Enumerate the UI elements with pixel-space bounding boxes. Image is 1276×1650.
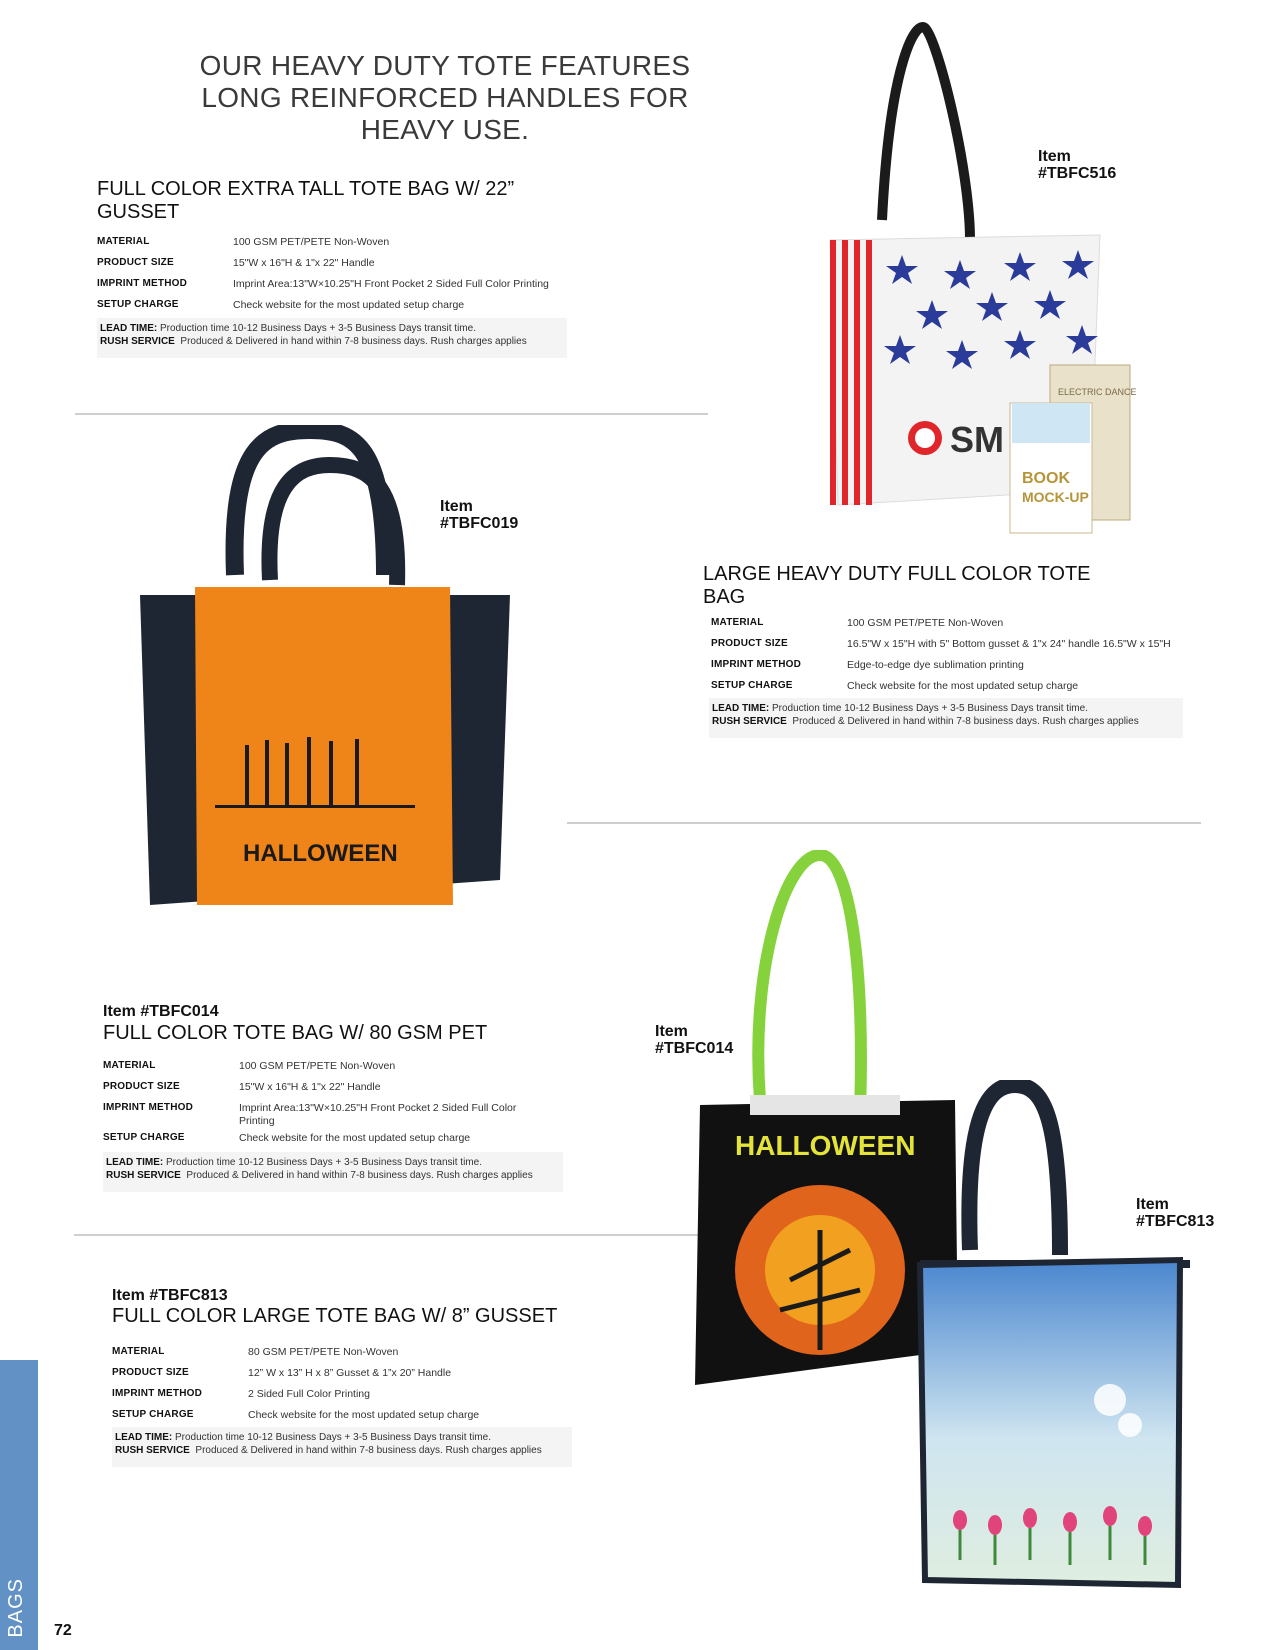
- spec-block-tbfc019: [711, 617, 1171, 698]
- item-label-tbfc014: [655, 1023, 733, 1057]
- lead-time-label: LEAD TIME:: [712, 703, 770, 714]
- tote-logo-text: SM: [950, 419, 1004, 460]
- spec-value-setup: Check website for the most updated setup charge: [847, 680, 1079, 692]
- item-label-tbfc516: [1038, 148, 1116, 182]
- spec-label-size: PRODUCT SIZE: [97, 257, 174, 268]
- lead-time-label: LEAD TIME:: [106, 1157, 164, 1168]
- spec-label-material: MATERIAL: [97, 236, 150, 247]
- spec-value-size: 15"W x 16"H & 1"x 22" Handle: [239, 1081, 381, 1093]
- item-label-tbfc019: [440, 498, 518, 532]
- section-tab-bags: [0, 1360, 38, 1650]
- book-title-2a: BOOK: [1022, 470, 1070, 487]
- rush-service-label: RUSH SERVICE: [106, 1170, 181, 1181]
- spec-value-imprint: Imprint Area:13"W×10.25"H Front Pocket 2 Sided Full Color Printing: [239, 1102, 517, 1127]
- spec-value-setup: Check website for the most updated setup charge: [233, 299, 465, 311]
- spec-label-material: MATERIAL: [103, 1060, 156, 1071]
- tote-image-tbfc516: [820, 20, 1180, 550]
- spec-value-imprint: Edge-to-edge dye sublimation printing: [847, 659, 1024, 671]
- spec-value-size: 12” W x 13” H x 8” Gusset & 1”x 20” Handle: [248, 1367, 452, 1379]
- spec-value-imprint: Imprint Area:13"W×10.25"H Front Pocket 2 Sided Full Color Printing: [233, 278, 549, 290]
- section-divider: [74, 1234, 714, 1236]
- item-label-line2: #TBFC014: [655, 1040, 734, 1057]
- spec-value-material: 100 GSM PET/PETE Non-Woven: [847, 617, 1004, 629]
- spec-value-size: 16.5"W x 15"H with 5" Bottom gusset & 1"x 24" handle 16.5"W x 15"H: [847, 638, 1171, 650]
- spec-label-material: MATERIAL: [112, 1346, 165, 1357]
- book-title-1: ELECTRIC DANCE: [1058, 387, 1137, 397]
- spec-value-imprint: 2 Sided Full Color Printing: [248, 1388, 370, 1400]
- product-title-tbfc813: FULL COLOR LARGE TOTE BAG W/ 8” GUSSET: [112, 1305, 558, 1327]
- spec-label-size: PRODUCT SIZE: [711, 638, 788, 649]
- spec-label-setup: SETUP CHARGE: [711, 680, 793, 691]
- spec-block-tbfc813: [112, 1346, 479, 1427]
- page-number: 72: [54, 1622, 72, 1639]
- item-label-tbfc813: [1136, 1196, 1214, 1230]
- item-label-line2: #TBFC813: [1136, 1213, 1215, 1230]
- item-label-line2: #TBFC019: [440, 515, 519, 532]
- spec-label-size: PRODUCT SIZE: [112, 1367, 189, 1378]
- spec-value-material: 100 GSM PET/PETE Non-Woven: [239, 1060, 396, 1072]
- lead-time-box-tbfc014: [103, 1152, 563, 1192]
- lead-time-box-tbfc813: [112, 1427, 572, 1467]
- spec-value-material: 80 GSM PET/PETE Non-Woven: [248, 1346, 399, 1358]
- spec-label-size: PRODUCT SIZE: [103, 1081, 180, 1092]
- section-divider: [567, 822, 1201, 824]
- spec-label-setup: SETUP CHARGE: [112, 1409, 194, 1420]
- section-tab-label: BAGS: [5, 1578, 27, 1638]
- book-title-2b: MOCK-UP: [1022, 489, 1089, 505]
- spec-label-material: MATERIAL: [711, 617, 764, 628]
- spec-label-imprint: IMPRINT METHOD: [97, 278, 188, 289]
- spec-label-setup: SETUP CHARGE: [97, 299, 179, 310]
- lead-time-label: LEAD TIME:: [115, 1432, 173, 1443]
- item-number-tbfc014: Item #TBFC014: [103, 1003, 219, 1020]
- spec-label-setup: SETUP CHARGE: [103, 1132, 185, 1143]
- lead-time-value: Production time 10-12 Business Days + 3-5 Business Days transit time.: [175, 1432, 491, 1443]
- rush-service-label: RUSH SERVICE: [712, 716, 787, 727]
- rush-service-label: RUSH SERVICE: [100, 336, 175, 347]
- spec-block-tbfc014: [103, 1060, 529, 1150]
- item-label-line1: Item: [440, 498, 473, 515]
- spec-value-setup: Check website for the most updated setup charge: [239, 1132, 471, 1144]
- lead-time-label: LEAD TIME:: [100, 323, 158, 334]
- rush-service-value: Produced & Delivered in hand within 7-8 business days. Rush charges applies: [186, 1170, 533, 1181]
- item-number-tbfc813: Item #TBFC813: [112, 1287, 228, 1304]
- section-divider: [75, 413, 708, 415]
- lead-time-value: Production time 10-12 Business Days + 3-5 Business Days transit time.: [160, 323, 476, 334]
- spec-value-material: 100 GSM PET/PETE Non-Woven: [233, 236, 390, 248]
- lead-time-value: Production time 10-12 Business Days + 3-5 Business Days transit time.: [166, 1157, 482, 1168]
- product-title-tbfc014: FULL COLOR TOTE BAG W/ 80 GSM PET: [103, 1022, 488, 1044]
- lead-time-box-tbfc019: [709, 698, 1183, 738]
- item-label-line1: Item: [1038, 148, 1071, 165]
- bag-print-halloween: HALLOWEEN: [243, 840, 398, 867]
- page-headline: OUR HEAVY DUTY TOTE FEATURES LONG REINFORCED HANDLES FOR HEAVY USE.: [199, 50, 691, 145]
- item-label-line1: Item: [655, 1023, 688, 1040]
- spec-block-tbfc516: [97, 236, 549, 317]
- product-title-tbfc019: LARGE HEAVY DUTY FULL COLOR TOTE BAG: [703, 563, 1091, 608]
- rush-service-value: Produced & Delivered in hand within 7-8 business days. Rush charges applies: [792, 716, 1139, 727]
- spec-value-setup: Check website for the most updated setup charge: [248, 1409, 480, 1421]
- product-title-tbfc516: FULL COLOR EXTRA TALL TOTE BAG W/ 22” GUSSET: [97, 178, 515, 223]
- spec-value-size: 15"W x 16"H & 1"x 22" Handle: [233, 257, 375, 269]
- rush-service-value: Produced & Delivered in hand within 7-8 business days. Rush charges applies: [195, 1445, 542, 1456]
- rush-service-label: RUSH SERVICE: [115, 1445, 190, 1456]
- rush-service-value: Produced & Delivered in hand within 7-8 business days. Rush charges applies: [180, 336, 527, 347]
- item-label-line2: #TBFC516: [1038, 165, 1117, 182]
- item-label-line1: Item: [1136, 1196, 1169, 1213]
- spec-label-imprint: IMPRINT METHOD: [103, 1102, 194, 1113]
- bag-print-halloween: HALLOWEEN: [735, 1130, 916, 1161]
- spec-label-imprint: IMPRINT METHOD: [112, 1388, 203, 1399]
- tote-image-tbfc813: [910, 1080, 1190, 1610]
- lead-time-box-tbfc516: [97, 318, 567, 358]
- spec-label-imprint: IMPRINT METHOD: [711, 659, 802, 670]
- lead-time-value: Production time 10-12 Business Days + 3-5 Business Days transit time.: [772, 703, 1088, 714]
